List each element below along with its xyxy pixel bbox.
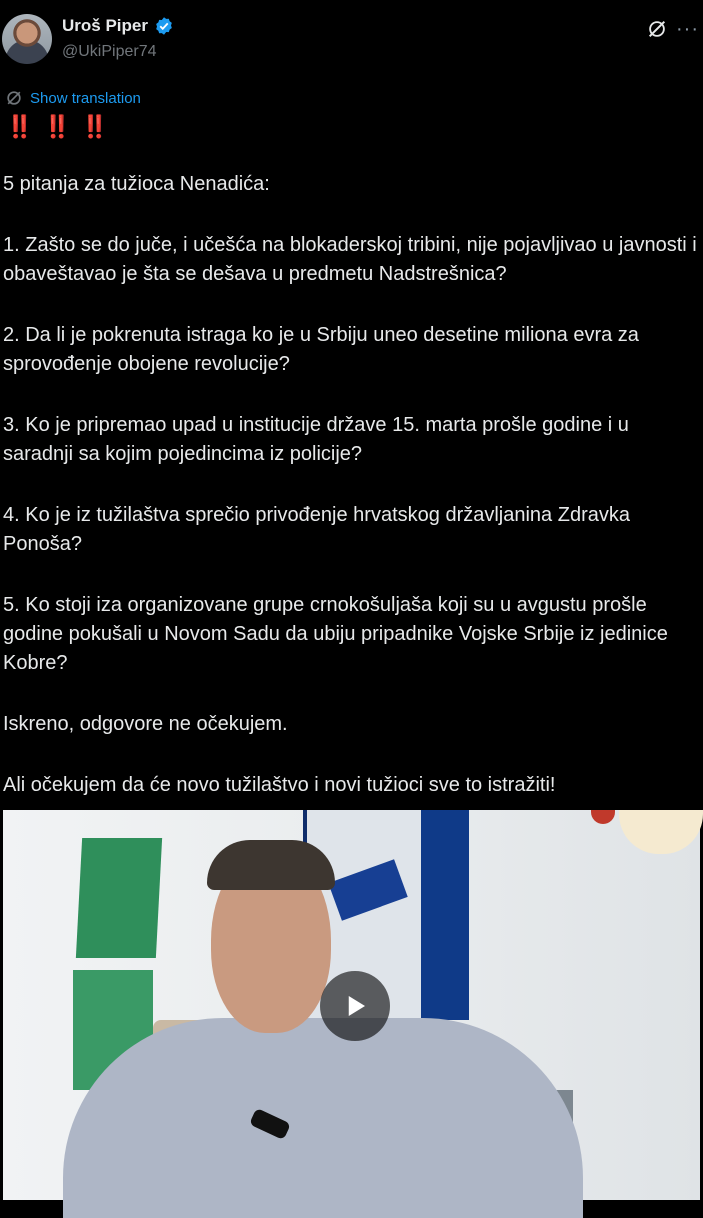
translate-icon: [4, 88, 24, 108]
closing-line-2: Ali očekujem da će novo tužilaštvo i novi tužioci sve to istražiti!: [3, 774, 556, 796]
play-button[interactable]: [320, 971, 390, 1041]
question-4: 4. Ko je iz tužilaštva sprečio privođenje hrvatskog državljanina Zdravka Ponoša?: [3, 504, 636, 555]
video-player[interactable]: [3, 810, 700, 1200]
tweet-header: [0, 0, 701, 80]
author-name[interactable]: Uroš Piper: [62, 16, 148, 35]
emoji-line: ‼️ ‼️ ‼️: [6, 114, 111, 139]
question-3: 3. Ko je pripremao upad u institucije države 15. marta prošle godine i u saradnji sa kojim pojedincima iz policije?: [3, 414, 635, 465]
green-painting-top: [76, 838, 162, 958]
author-handle[interactable]: @UkiPiper74: [62, 43, 157, 60]
question-2: 2. Da li je pokrenuta istraga ko je u Srbiju uneo desetine miliona evra za sprovođenje obojene revolucije?: [3, 324, 645, 375]
show-translation-label[interactable]: Show translation: [30, 89, 141, 107]
tweet-intro: 5 pitanja za tužioca Nenadića:: [3, 173, 270, 195]
avatar[interactable]: [2, 14, 52, 64]
author-name-row[interactable]: [62, 16, 174, 36]
question-5: 5. Ko stoji iza organizovane grupe crnokošuljaša koji su u avgustu prošle godine pokušali u Novom Sadu da ubiju pripadnike Vojske Srbije iz jedinice Kobre?: [3, 594, 674, 674]
question-1: 1. Zašto se do juče, i učešća na blokaderskoj tribini, nije pojavljivao u javnosti i obaveštavao je šta se dešava u predmetu Nadstrešnica?: [3, 234, 703, 285]
play-icon: [340, 991, 370, 1021]
more-options-icon[interactable]: ···: [676, 18, 699, 40]
verified-badge-icon: [154, 16, 174, 36]
grok-icon[interactable]: [646, 18, 668, 40]
tweet-body: [3, 170, 703, 800]
person-shirt: [63, 1018, 583, 1218]
closing-line-1: Iskreno, odgovore ne očekujem.: [3, 713, 288, 735]
show-translation-link[interactable]: [4, 88, 141, 108]
